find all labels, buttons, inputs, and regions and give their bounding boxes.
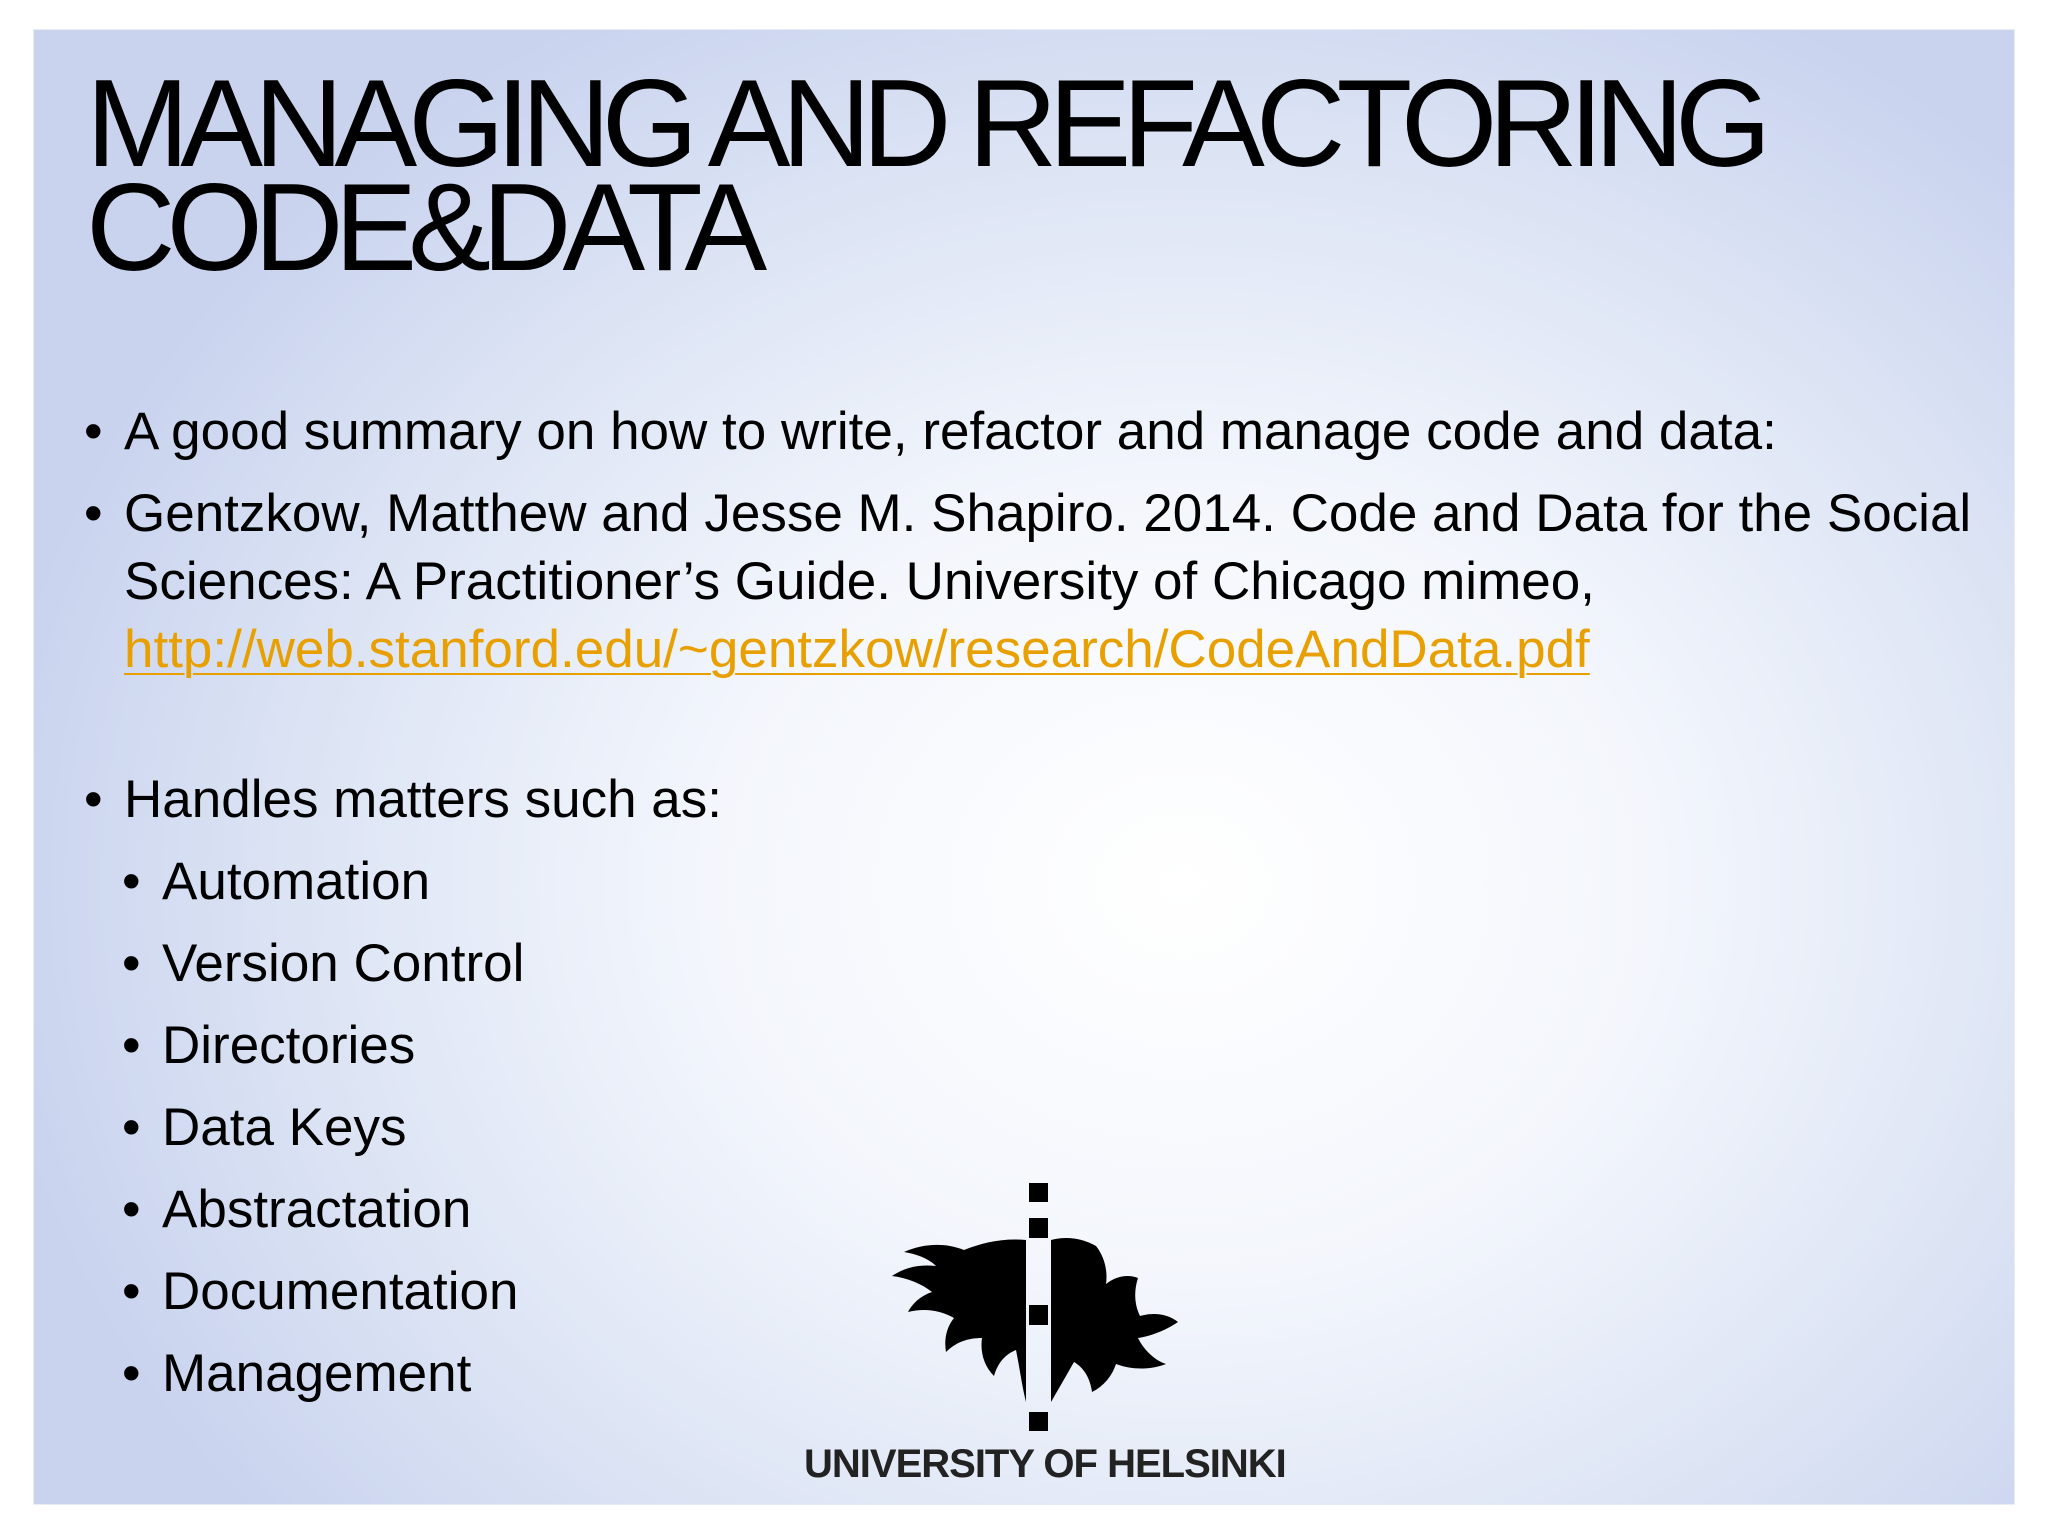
sub-item-version-control xyxy=(84,930,1984,998)
bullet-text: Handles matters such as: xyxy=(124,770,722,829)
reference-link[interactable]: http://web.stanford.edu/~gentzkow/research/CodeAndData.pdf xyxy=(124,620,1590,679)
bullet-item-reference xyxy=(84,480,1984,684)
sub-item-directories xyxy=(84,1012,1984,1080)
bullet-list xyxy=(84,398,1984,834)
bullet-text: A good summary on how to write, refactor and manage code and data: xyxy=(124,402,1777,461)
sub-item-text: Data Keys xyxy=(162,1098,407,1157)
sub-item-text: Abstractation xyxy=(162,1180,472,1239)
bullet-item-handles xyxy=(84,766,1984,834)
sub-item-automation xyxy=(84,848,1984,916)
reference-text: Gentzkow, Matthew and Jesse M. Shapiro. 2014. Code and Data for the Social Sciences: A Practitioner’s Guide. University of Chicago mimeo, xyxy=(124,484,1972,611)
bullet-dot: • xyxy=(84,770,103,829)
sub-bullet-dot: • xyxy=(122,1016,141,1075)
sub-bullet-dot: • xyxy=(122,1262,141,1321)
sub-item-text: Management xyxy=(162,1344,472,1403)
title-line-1: MANAGING AND REFACTORING xyxy=(86,55,1763,193)
title-line-2: CODE&DATA xyxy=(86,159,759,297)
sub-item-text: Version Control xyxy=(162,934,525,993)
sub-bullet-dot: • xyxy=(122,1098,141,1157)
sub-item-text: Documentation xyxy=(162,1262,519,1321)
sub-item-text: Directories xyxy=(162,1016,416,1075)
sub-item-data-keys xyxy=(84,1094,1984,1162)
university-logo xyxy=(804,1180,1286,1500)
bullet-dot: • xyxy=(84,402,103,461)
sub-bullet-dot: • xyxy=(122,934,141,993)
slide xyxy=(34,30,2014,1504)
bullet-dot: • xyxy=(84,484,103,543)
sub-bullet-dot: • xyxy=(122,1180,141,1239)
sub-bullet-dot: • xyxy=(122,852,141,911)
bullet-item-summary xyxy=(84,398,1984,466)
sub-item-text: Automation xyxy=(162,852,431,911)
university-of-helsinki-flame-logo-icon xyxy=(804,1180,1274,1440)
slide-title xyxy=(86,55,1763,297)
sub-bullet-dot: • xyxy=(122,1344,141,1403)
university-name: UNIVERSITY OF HELSINKI xyxy=(804,1442,1286,1486)
